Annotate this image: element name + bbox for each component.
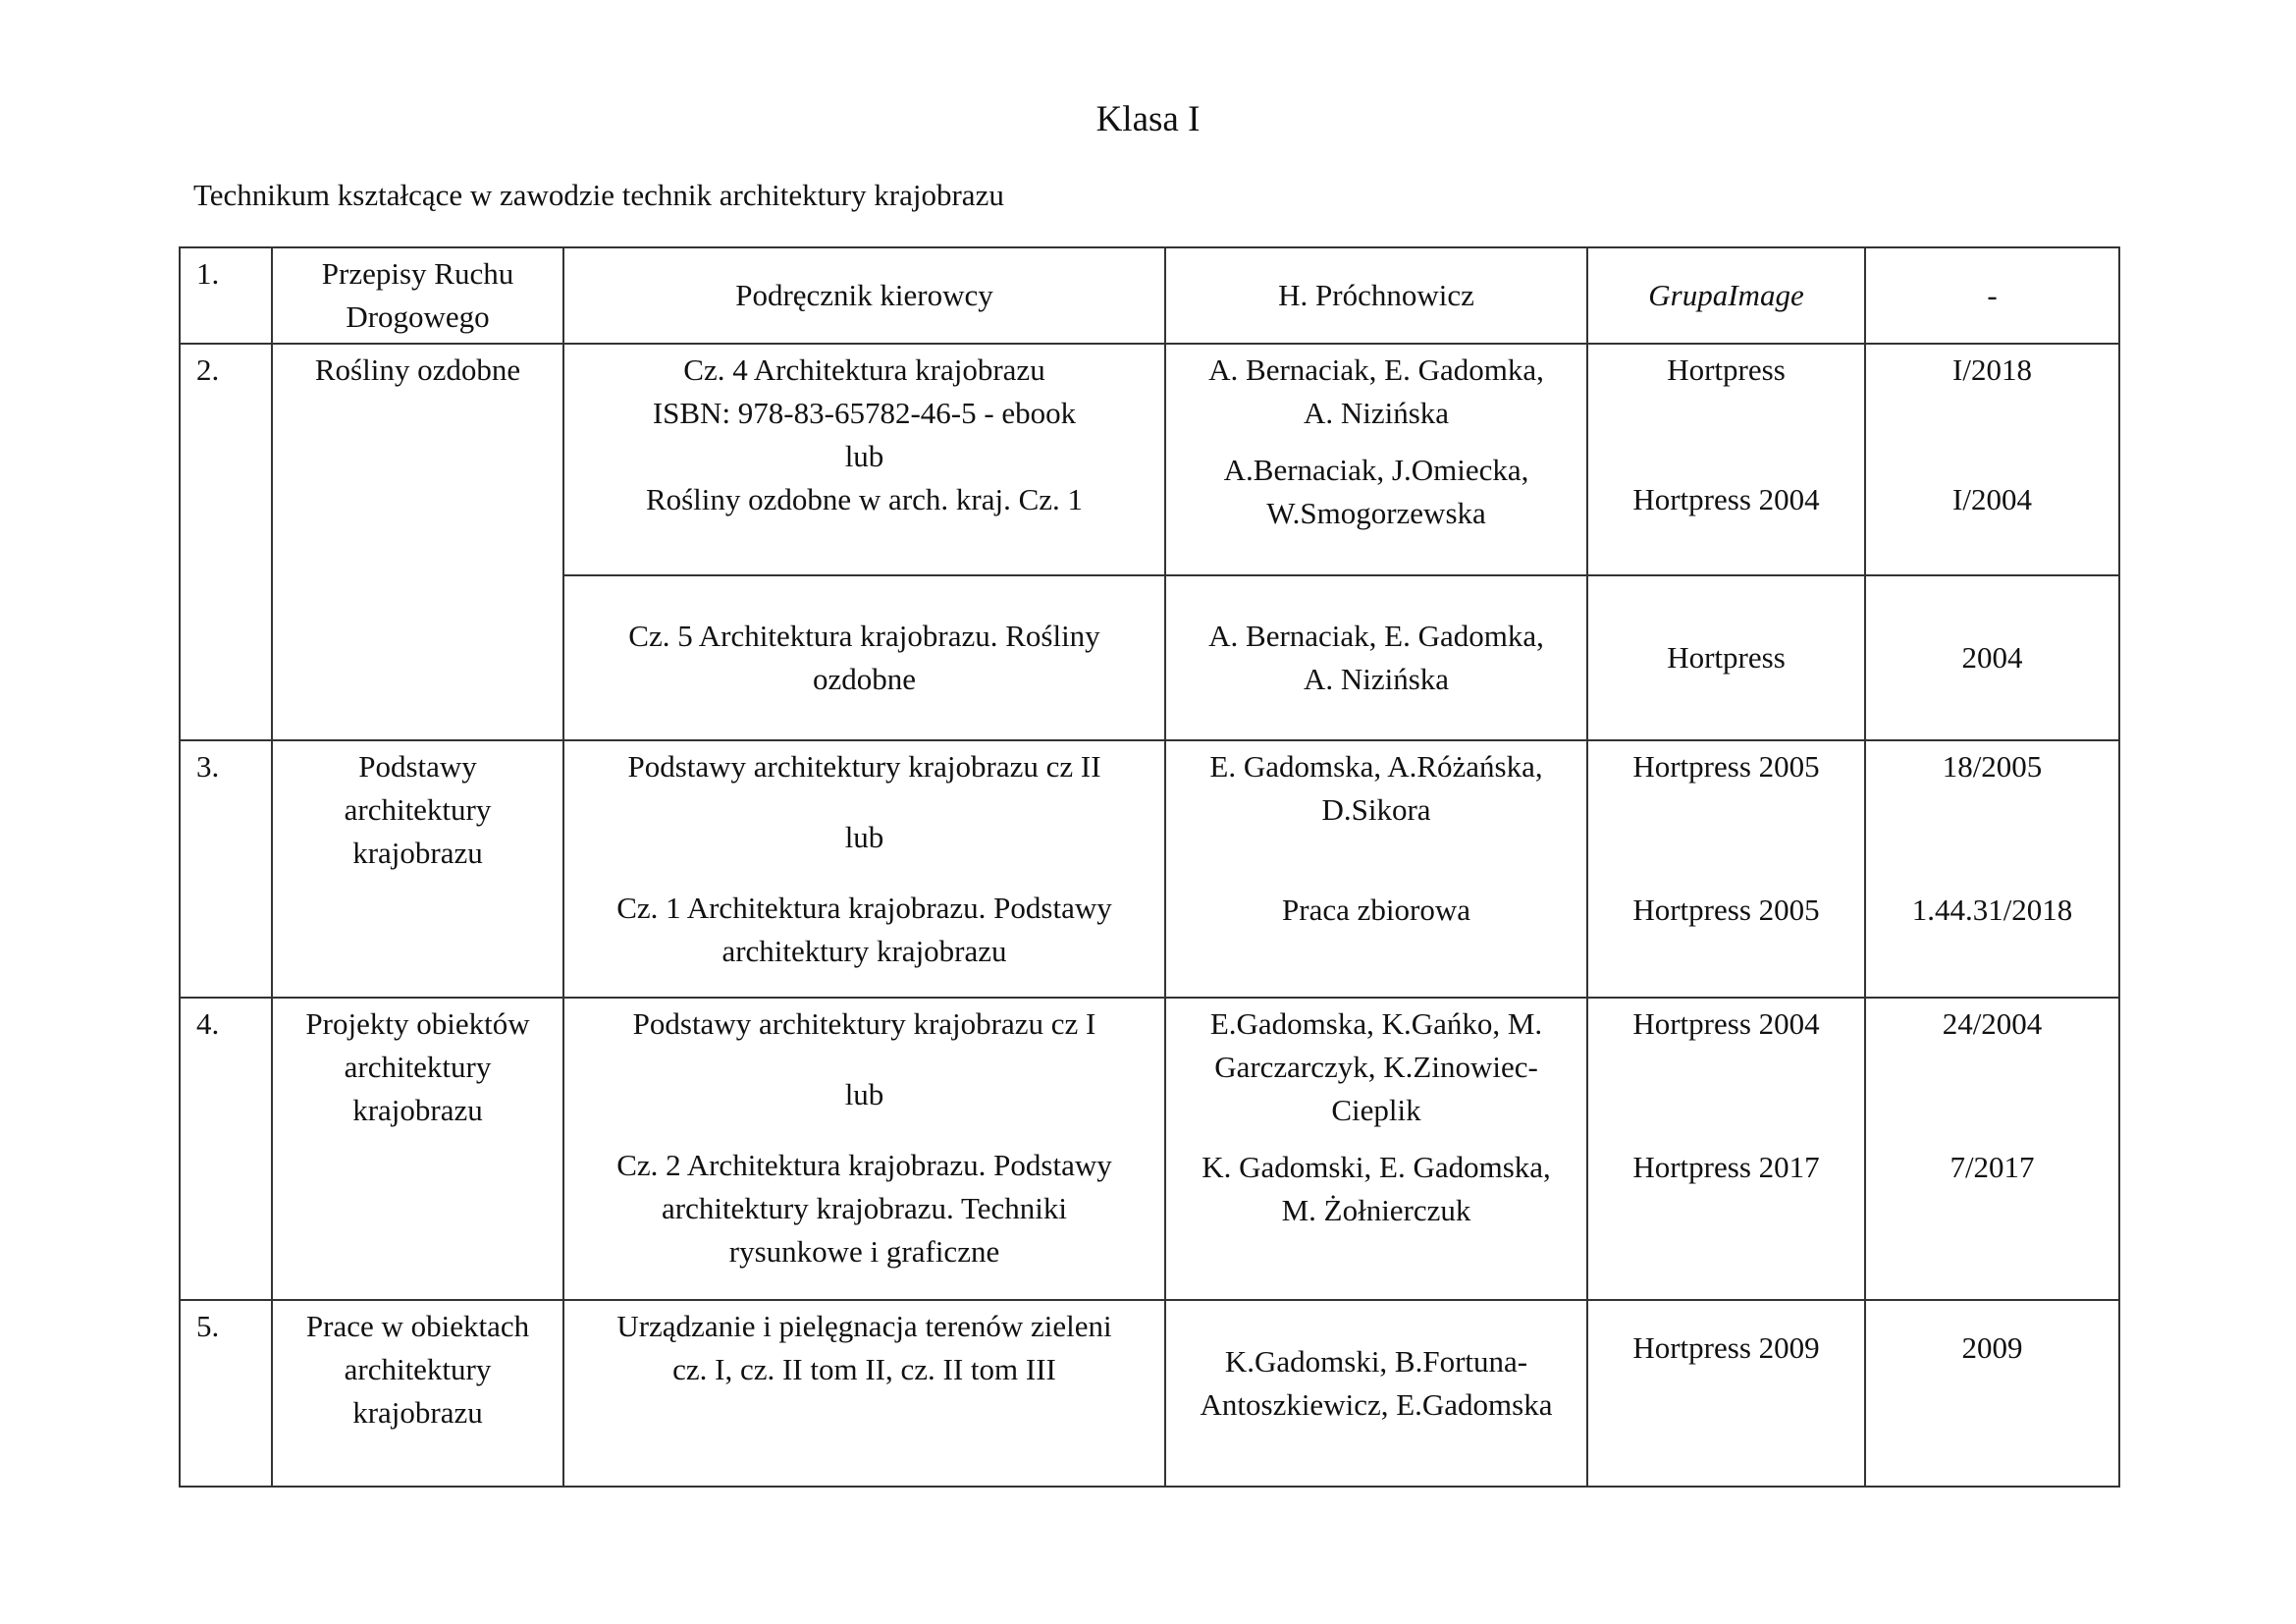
publisher-cell [1587, 1300, 1865, 1487]
number-cell [1865, 740, 2119, 998]
author-line: A. Nizińska [1303, 662, 1450, 696]
author-line: A. Bernaciak, E. Gadomka, [1208, 352, 1544, 387]
or-label: lub [844, 820, 884, 854]
book-cell: Podręcznik kierowcy [563, 247, 1165, 344]
subject-line: Prace w obiektach [305, 1309, 530, 1343]
author-line: K.Gadomski, B.Fortuna- [1224, 1344, 1528, 1379]
publisher-cell [1587, 740, 1865, 998]
number-line: I/2018 [1952, 352, 2032, 387]
book-line: Cz. 5 Architektura krajobrazu. Rośliny [628, 619, 1100, 653]
subject-cell: Rośliny ozdobne [272, 344, 563, 740]
number-line: 7/2017 [1949, 1150, 2035, 1184]
author-cell [1165, 575, 1587, 740]
number-line: 1.44.31/2018 [1911, 893, 2073, 927]
book-cell [563, 998, 1165, 1300]
author-line: E. Gadomska, A.Różańska, [1209, 749, 1543, 784]
textbook-table [179, 246, 2120, 1488]
table-row [180, 1300, 2119, 1487]
or-label: lub [844, 439, 884, 473]
subject-line: Drogowego [346, 299, 490, 334]
author-line: Praca zbiorowa [1282, 893, 1470, 927]
author-line: K. Gadomski, E. Gadomska, [1201, 1150, 1551, 1184]
number-line: 24/2004 [1942, 1006, 2043, 1041]
author-line: M. Żołnierczuk [1281, 1193, 1471, 1227]
number-line: 2009 [1961, 1330, 2023, 1365]
book-cell [563, 740, 1165, 998]
author-cell: H. Próchnowicz [1165, 247, 1587, 344]
book-cell [563, 344, 1165, 575]
author-cell [1165, 1300, 1587, 1487]
subject-line: krajobrazu [352, 1395, 483, 1430]
book-line: ISBN: 978-83-65782-46-5 - ebook [652, 396, 1077, 430]
number-line: I/2004 [1952, 482, 2032, 516]
author-line: Garczarczyk, K.Zinowiec- [1214, 1050, 1538, 1084]
subject-line: architektury [344, 1050, 492, 1084]
row-number: 2. [180, 344, 272, 740]
subject-line: Podstawy [358, 749, 477, 784]
book-line: rysunkowe i graficzne [728, 1234, 1000, 1269]
author-line: Cieplik [1331, 1093, 1421, 1127]
author-cell [1165, 344, 1587, 575]
author-line: A.Bernaciak, J.Omiecka, [1223, 453, 1529, 487]
author-line: A. Bernaciak, E. Gadomka, [1208, 619, 1544, 653]
subject-cell [272, 998, 563, 1300]
author-line: W.Smogorzewska [1266, 496, 1486, 530]
publisher-cell [1587, 344, 1865, 575]
book-line: architektury krajobrazu [721, 934, 1007, 968]
book-line: ozdobne [812, 662, 917, 696]
book-line: Cz. 1 Architektura krajobrazu. Podstawy [616, 891, 1112, 925]
row-number: 1. [180, 247, 272, 344]
row-number: 3. [180, 740, 272, 998]
row-number: 5. [180, 1300, 272, 1487]
subject-cell [272, 1300, 563, 1487]
subject-line: Projekty obiektów [305, 1006, 530, 1041]
table-row [180, 740, 2119, 998]
subject-line: Przepisy Ruchu [321, 256, 514, 291]
subject-line: krajobrazu [352, 1093, 483, 1127]
book-line: Cz. 2 Architektura krajobrazu. Podstawy [616, 1148, 1112, 1182]
publisher-cell [1587, 998, 1865, 1300]
subject-line: architektury [344, 1352, 492, 1386]
subject-cell [272, 740, 563, 998]
publisher-cell: GrupaImage [1587, 247, 1865, 344]
book-line: architektury krajobrazu. Techniki [661, 1191, 1067, 1225]
subject-cell [272, 247, 563, 344]
subject-line: krajobrazu [352, 836, 483, 870]
page-title: Klasa I [1095, 99, 1201, 139]
number-line: 18/2005 [1942, 749, 2043, 784]
number-cell: 2004 [1865, 575, 2119, 740]
number-cell: - [1865, 247, 2119, 344]
book-line: Urządzanie i pielęgnacja terenów zieleni [616, 1309, 1112, 1343]
author-cell [1165, 740, 1587, 998]
table-row [180, 247, 2119, 344]
author-line: A. Nizińska [1303, 396, 1450, 430]
publisher-line: Hortpress 2009 [1632, 1330, 1820, 1365]
publisher-line: Hortpress 2004 [1632, 1006, 1820, 1041]
book-line: Podstawy architektury krajobrazu cz II [627, 749, 1101, 784]
subject-line: architektury [344, 792, 492, 827]
row-number: 4. [180, 998, 272, 1300]
book-line: Podstawy architektury krajobrazu cz I [632, 1006, 1096, 1041]
number-cell [1865, 1300, 2119, 1487]
book-line: Rośliny ozdobne w arch. kraj. Cz. 1 [645, 482, 1084, 516]
publisher-cell: Hortpress [1587, 575, 1865, 740]
author-cell [1165, 998, 1587, 1300]
number-cell [1865, 998, 2119, 1300]
publisher-line: Hortpress [1667, 352, 1786, 387]
book-line: cz. I, cz. II tom II, cz. II tom III [672, 1352, 1056, 1386]
publisher-line: Hortpress 2017 [1632, 1150, 1820, 1184]
book-cell [563, 1300, 1165, 1487]
author-line: D.Sikora [1321, 792, 1431, 827]
table-row [180, 998, 2119, 1300]
number-cell [1865, 344, 2119, 575]
publisher-line: Hortpress 2005 [1632, 893, 1820, 927]
publisher-line: Hortpress 2005 [1632, 749, 1820, 784]
or-label: lub [844, 1077, 884, 1111]
author-line: E.Gadomska, K.Gańko, M. [1209, 1006, 1543, 1041]
publisher-line: Hortpress 2004 [1632, 482, 1820, 516]
page-subtitle: Technikum kształcące w zawodzie technik architektury krajobrazu [193, 178, 1004, 212]
book-cell [563, 575, 1165, 740]
author-line: Antoszkiewicz, E.Gadomska [1200, 1387, 1553, 1422]
table-row [180, 344, 2119, 575]
book-line: Cz. 4 Architektura krajobrazu [683, 352, 1045, 387]
